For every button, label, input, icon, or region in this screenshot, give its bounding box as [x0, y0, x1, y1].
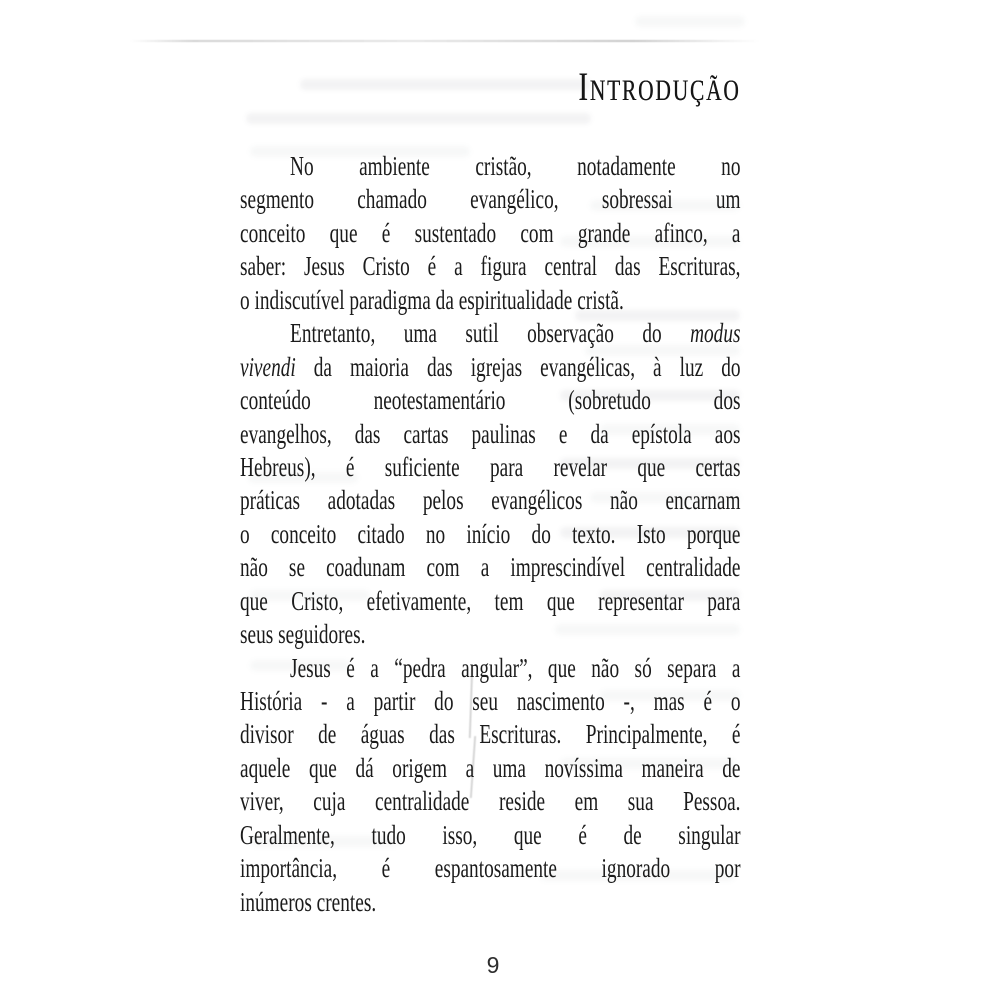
- text-segment: No ambiente cristão, notadamente no: [290, 151, 741, 181]
- chapter-title: INTRODUÇÃO: [578, 64, 741, 109]
- text-line: [240, 652, 741, 685]
- text-line: [240, 852, 741, 885]
- text-line: [240, 551, 741, 584]
- text-segment: Jesus é a “pedra angular”, que não só separa a: [290, 652, 741, 683]
- text-line: [240, 250, 741, 283]
- text-segment: práticas adotadas pelos evangélicos não encarnam: [240, 485, 741, 516]
- text-segment: evangelhos, das cartas paulinas e da epístola aos: [240, 418, 741, 449]
- text-segment: inúmeros crentes.: [240, 886, 377, 917]
- text-line: [240, 685, 741, 718]
- text-line: [240, 819, 741, 852]
- text-segment: Geralmente, tudo isso, que é de singular: [240, 819, 741, 850]
- text-segment: que Cristo, efetivamente, tem que representar para: [240, 585, 741, 616]
- text-line: [240, 317, 741, 350]
- text-line: [240, 752, 741, 785]
- text-segment: Hebreus), é suficiente para revelar que certas: [240, 451, 741, 482]
- text-segment: Entretanto, uma sutil observação do: [290, 318, 691, 349]
- text-line: [240, 886, 741, 919]
- text-segment: importância, é espantosamente ignorado por: [240, 853, 741, 884]
- scan-edge-line-artifact: [130, 40, 760, 42]
- text-segment: conceito que é sustentado com grande afinco, a: [240, 217, 741, 248]
- text-segment: da maioria das igrejas evangélicas, à luz do: [295, 351, 741, 382]
- text-line: [240, 284, 741, 317]
- page-content: [240, 64, 741, 919]
- text-segment: o indiscutível paradigma da espiritualidade cristã.: [240, 284, 624, 315]
- text-segment: não se coadunam com a imprescindível centralidade: [240, 552, 741, 583]
- body-text: [240, 150, 741, 919]
- text-line: [240, 351, 741, 384]
- italic-text-segment: modus: [690, 318, 741, 349]
- text-line: [240, 785, 741, 818]
- text-segment: viver, cuja centralidade reside em sua Pessoa.: [240, 786, 741, 817]
- text-line: [240, 518, 741, 551]
- text-line: [240, 618, 741, 651]
- text-line: [240, 183, 741, 216]
- ghost-text-artifact: [635, 16, 745, 27]
- text-line: [240, 217, 741, 250]
- italic-text-segment: vivendi: [240, 351, 296, 382]
- text-line: [240, 384, 741, 417]
- text-line: [240, 451, 741, 484]
- text-segment: divisor de águas das Escrituras. Principalmente, é: [240, 719, 741, 750]
- text-segment: História - a partir do seu nascimento -, mas é o: [240, 686, 741, 716]
- text-segment: segmento chamado evangélico, sobressai um: [240, 184, 741, 215]
- text-line: [240, 585, 741, 618]
- text-segment: saber: Jesus Cristo é a figura central das Escrituras,: [240, 251, 741, 282]
- text-segment: conteúdo neotestamentário (sobretudo dos: [240, 385, 741, 416]
- text-segment: seus seguidores.: [240, 619, 366, 650]
- text-line: [240, 484, 741, 517]
- text-segment: aquele que dá origem a uma novíssima maneira de: [240, 752, 741, 783]
- text-line: [240, 418, 741, 451]
- text-segment: o conceito citado no início do texto. Isto porque: [240, 518, 741, 549]
- text-line: [240, 150, 741, 183]
- text-line: [240, 718, 741, 751]
- page-number: 9: [486, 952, 500, 978]
